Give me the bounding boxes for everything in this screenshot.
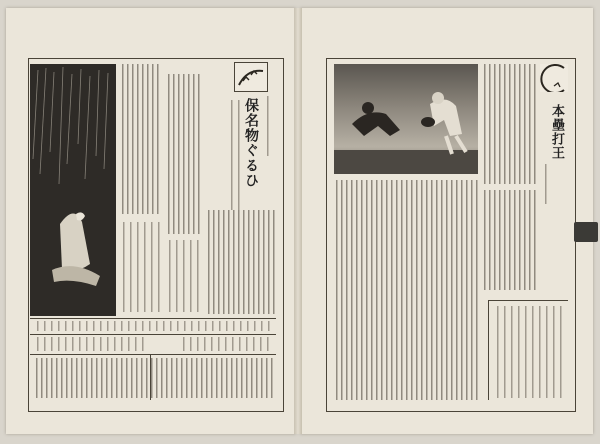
right-title-subtitle — [542, 164, 550, 204]
left-footer-divider — [150, 354, 151, 400]
right-box-top-rule — [488, 300, 568, 301]
left-cast-list — [206, 210, 276, 314]
left-footer-row-2a — [34, 337, 144, 351]
ukiyoe-illustration — [30, 64, 116, 316]
left-kicker — [264, 96, 272, 156]
right-box-divider — [488, 300, 489, 400]
right-body-text — [334, 180, 478, 400]
right-emblem — [540, 64, 568, 92]
left-footer-row-1 — [34, 321, 274, 331]
left-footer-credits — [34, 358, 274, 398]
right-intro-text — [482, 64, 536, 184]
left-subtitle — [228, 100, 240, 210]
left-text-column-3 — [166, 74, 202, 234]
left-text-column-4 — [166, 240, 202, 312]
left-rule-3 — [30, 354, 276, 355]
left-page-title: 保名物ぐるひ — [243, 98, 259, 188]
right-page-title: 本壘打王 — [549, 104, 564, 160]
page-tab — [574, 222, 598, 242]
left-rule-2 — [30, 334, 276, 335]
right-body-text-2 — [482, 190, 536, 290]
right-cast-box — [494, 306, 564, 398]
left-footer-row-2b — [180, 337, 274, 351]
left-text-column-1 — [120, 64, 162, 214]
left-emblem — [234, 62, 268, 92]
book-gutter — [294, 8, 302, 434]
baseball-photo — [334, 64, 478, 174]
left-rule-1 — [30, 318, 276, 319]
left-text-column-2 — [120, 222, 162, 312]
